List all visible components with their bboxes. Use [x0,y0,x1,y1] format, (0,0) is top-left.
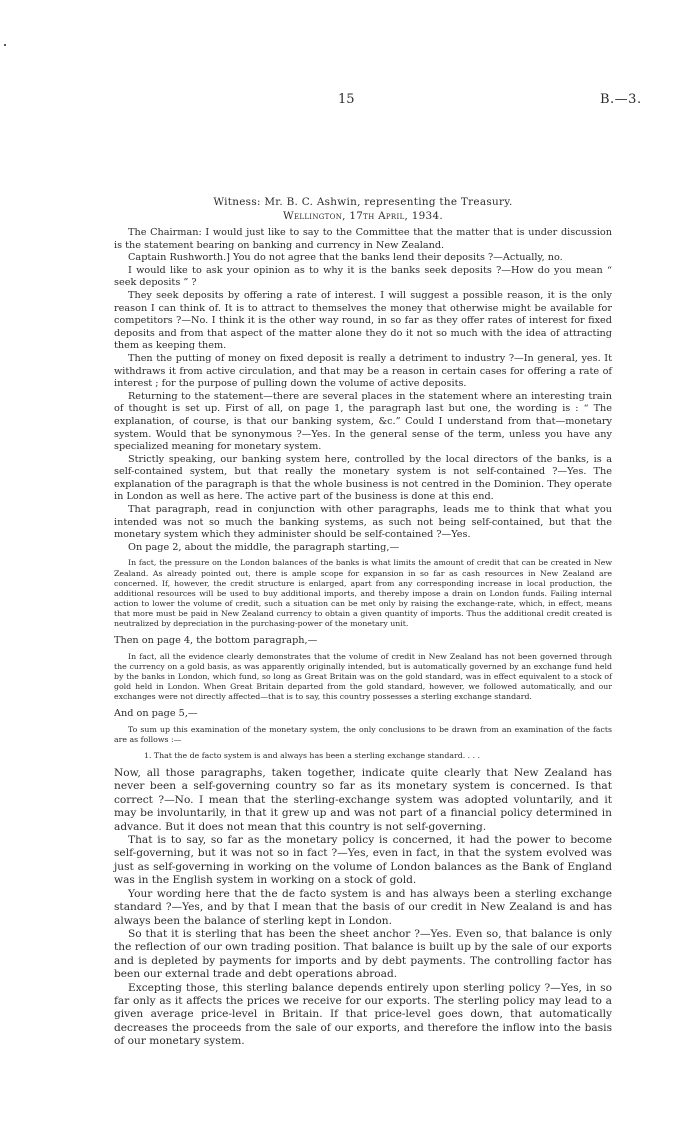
document-reference: B.—3. [600,92,642,107]
paragraph: Returning to the statement—there are several places in the statement where an interesting train of thought is set up. First of all, on page 1, the paragraph last but one, the wording is : “ The explanation, of course, is that our banking system, &c.” Could I understand from that—monetary system. Would that be synonymous ?—Yes. In the general sense of the term, unless you have any specialized meaning for monetary system. [114,390,612,453]
paragraph: Then the putting of money on fixed deposit is really a detriment to industry ?—In general, yes. It withdraws it from active circulation, and that may be a reason in certain cases for offering a rate of interest ; for the purpose of pulling down the volume of active deposits. [114,352,612,390]
scan-speck [4,44,6,46]
lead-in: Then on page 4, the bottom paragraph,— [114,635,318,647]
date-heading: Wellington, 17th April, 1934. [283,210,443,222]
paragraph: Now, all those paragraphs, taken together, indicate quite clearly that New Zealand has never been a self-governing country so far as its monetary system is concerned. Is that correct ?—No. I mean that the sterling-exchange system was adopted voluntarily, and it may be involuntarily, in that it grew up and was not part of a financial policy determined in advance. But it does not mean that this country is not self-governing. [114,767,612,833]
paragraph: Your wording here that the de facto system is and has always been a sterling exchange standard ?—Yes, and by that I mean that the basis of our credit in New Zealand is and has always been the balance of sterling kept in London. [114,887,612,927]
quote-list-item: 1. That the de facto system is and always has been a sterling exchange standard. . . . [144,750,481,760]
paragraph: Excepting those, this sterling balance depends entirely upon sterling policy ?—Yes, in so far only as it affects the prices we receive for our exports. The sterling policy may lead to a given average price-level in Britain. If that price-level goes down, that automatically decreases the proceeds from the sale of our exports, and therefore the inflow into the basis of our monetary system. [114,981,612,1048]
body-text [114,195,612,1049]
paragraph: Captain Rushworth.] You do not agree that the banks lend their deposits ?—Actually, no. [128,252,563,264]
block-quote: To sum up this examination of the monetary system, the only conclusions to be drawn from an examination of the facts are as follows :— [114,724,612,744]
paragraph: Strictly speaking, our banking system here, controlled by the local directors of the banks, is a self-contained system, but that really the monetary system is not self-contained ?—Yes. The explanation of the paragraph is that the whole business is not centred in the Dominion. They operate in London as well as here. The active part of the business is done at this end. [114,453,612,503]
paragraph: That is to say, so far as the monetary policy is concerned, it had the power to become self-governing, but it was not so in fact ?—Yes, even in fact, in that the system evolved was just as self-governing in working on the volume of London balances as the Bank of England was in the English system in working on a stock of gold. [114,834,612,887]
block-quote: In fact, the pressure on the London balances of the banks is what limits the amount of credit that can be created in New Zealand. As already pointed out, there is ample scope for expansion in so far as cash resources in New Zealand are concerned. If, however, the credit structure is enlarged, apart from any corresponding increase in local production, the additional resources will be used to buy additional imports, and thereby impose a drain on London funds. Failing internal action to lower the volume of credit, such a situation can be met only by raising the exchange-rate, which, in effect, means that more must be paid in New Zealand currency to obtain a given quantity of imports. Thus the additional credit created is neutralized by depreciation in the purchasing-power of the monetary unit. [114,558,612,628]
lead-in: And on page 5,— [114,708,198,720]
witness-heading: Witness: Mr. B. C. Ashwin, representing the Treasury. [213,196,513,208]
paragraph: That paragraph, read in conjunction with other paragraphs, leads me to think that what you intended was not so much the banking systems, as such not being self-contained, but that the monetary system which they administer should be self-contained ?—Yes. [114,504,612,541]
paragraph: So that it is sterling that has been the sheet anchor ?—Yes. Even so, that balance is only the reflection of our own trading position. That balance is built up by the sale of our exports and is depleted by payments for imports and by debt payments. The controlling factor has been our external trade and debt operations abroad. [114,927,612,981]
page-number: 15 [338,92,355,107]
paragraph: They seek deposits by offering a rate of interest. I will suggest a possible reason, it is the only reason I can think of. It is to attract to themselves the money that otherwise might be available for competitors ?—No. I think it is the other way round, in so far as they offer rates of interest for fixed deposits and from that aspect of the matter alone they do it not so much with the idea of attracting them as keeping them. [114,289,612,352]
paragraph: On page 2, about the middle, the paragraph starting,— [128,541,400,553]
block-quote: In fact, all the evidence clearly demonstrates that the volume of credit in New Zealand has not been governed through the currency on a gold basis, as was apparently originally intended, but is automatically governed by an exchange fund held by the banks in London, which fund, so long as Great Britain was on the gold standard, was in effect equivalent to a stock of gold held in London. When Great Britain departed from the gold standard, however, we followed automatically, and our exchanges were not directly affected—that is to say, this country possesses a sterling exchange standard. [114,651,612,702]
paragraph: I would like to ask your opinion as to why it is the banks seek deposits ?—How do you mean “ seek deposits ” ? [114,264,612,289]
paragraph: The Chairman: I would just like to say to the Committee that the matter that is under discussion is the statement bearing on banking and currency in New Zealand. [114,227,612,251]
